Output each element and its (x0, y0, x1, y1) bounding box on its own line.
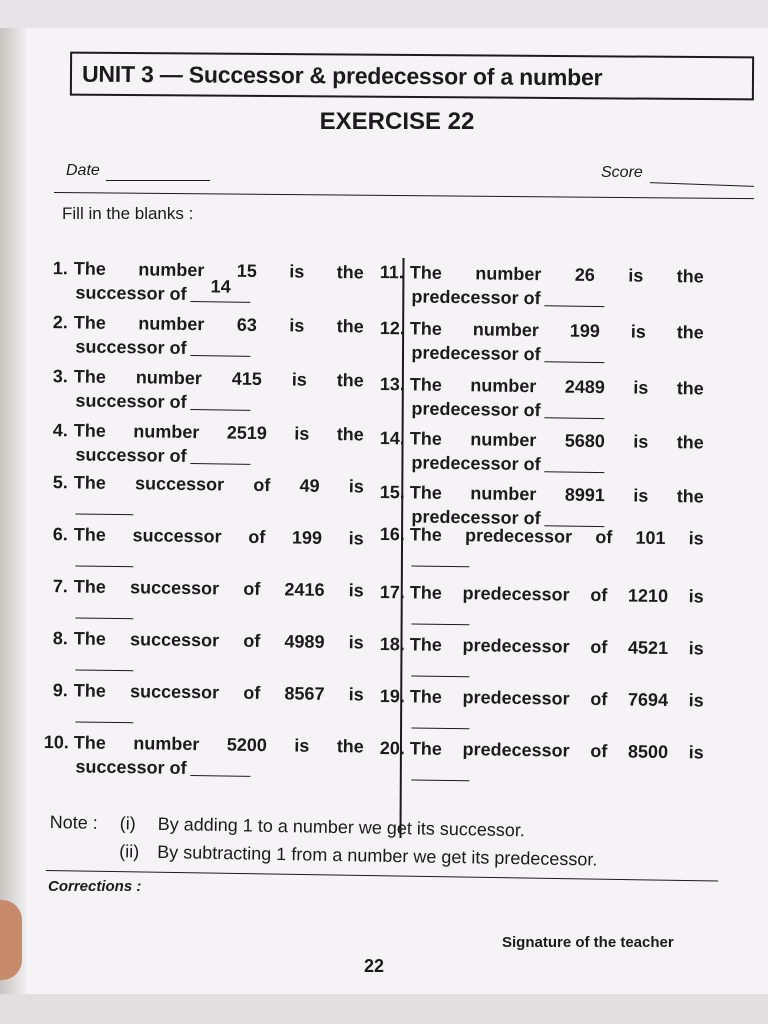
question-continuation: predecessor of (411, 398, 541, 421)
question-word: is (289, 315, 305, 336)
question-continuation: successor of (75, 390, 187, 412)
question-word: The (409, 582, 442, 603)
question-word: is (294, 423, 310, 444)
question-word: the (336, 424, 364, 445)
question-2 (43, 310, 364, 362)
question-word: the (676, 266, 704, 287)
question-word: is (291, 369, 307, 390)
answer-blank[interactable] (75, 604, 133, 619)
question-word: 8567 (284, 683, 325, 704)
question-12 (379, 316, 704, 369)
question-word: The (73, 366, 106, 387)
answer-blank[interactable] (544, 288, 604, 307)
question-continuation: predecessor of (411, 342, 541, 365)
question-word: 15 (236, 260, 257, 281)
question-word: is (630, 321, 646, 342)
question-continuation: predecessor of (411, 506, 541, 529)
question-word: number (472, 319, 539, 341)
question-word: 63 (236, 314, 257, 335)
answer-blank[interactable] (411, 610, 469, 625)
question-16 (379, 522, 704, 569)
question-word: 7694 (627, 689, 669, 711)
question-7 (43, 574, 364, 620)
question-word: number (470, 429, 537, 451)
question-word: number (138, 313, 205, 335)
question-13 (379, 372, 704, 425)
question-word: 2416 (284, 579, 325, 600)
question-text (410, 632, 704, 660)
question-continuation: predecessor of (411, 452, 541, 475)
question-number: 20. (379, 737, 406, 759)
question-6 (43, 522, 364, 568)
question-word: 4521 (627, 637, 669, 659)
question-word: of (243, 630, 261, 652)
question-word: 2489 (564, 376, 605, 398)
note-label: Note : (49, 811, 98, 833)
thumb (0, 900, 22, 980)
question-word: 8500 (627, 741, 669, 763)
question-word: successor (132, 525, 222, 547)
answer-blank[interactable] (75, 656, 133, 671)
question-word: The (73, 680, 106, 701)
question-word: The (409, 738, 442, 759)
question-word: of (595, 527, 613, 548)
question-word: is (688, 528, 704, 549)
question-word: of (243, 578, 261, 600)
question-word: is (688, 742, 704, 763)
question-word: The (409, 374, 442, 395)
question-word: The (409, 524, 442, 545)
question-continuation: successor of (75, 282, 187, 304)
question-word: predecessor (464, 525, 573, 547)
question-10 (43, 730, 364, 782)
question-word: The (409, 318, 442, 339)
answer-blank[interactable] (544, 454, 604, 473)
answer-blank[interactable] (544, 344, 604, 363)
corrections-divider (46, 870, 718, 882)
question-number: 6. (52, 524, 68, 545)
question-word: of (248, 526, 266, 548)
background-strip (0, 994, 768, 1024)
question-word: is (688, 690, 704, 711)
answer-blank[interactable] (75, 708, 133, 723)
question-8 (43, 626, 364, 672)
question-text (410, 580, 704, 608)
question-word: The (73, 732, 106, 753)
note (49, 808, 598, 874)
question-word: of (590, 584, 608, 606)
question-word: is (633, 377, 649, 398)
question-word: the (676, 432, 704, 453)
note-text: By adding 1 to a number we get its successor. (157, 813, 526, 841)
note-text: By subtracting 1 from a number we get its predecessor. (157, 841, 598, 870)
question-word: is (688, 638, 704, 659)
question-number: 8. (52, 628, 68, 649)
question-word: is (688, 586, 704, 607)
question-word: 8991 (564, 484, 605, 506)
answer-blank[interactable] (544, 400, 604, 419)
question-number: 10. (43, 731, 70, 753)
question-continuation: successor of (75, 756, 187, 778)
answer-text: 14 (210, 276, 231, 297)
question-text (74, 574, 364, 602)
question-word: is (628, 265, 644, 286)
question-word: The (409, 428, 442, 449)
answer-blank[interactable] (190, 276, 250, 303)
note-index: (ii) (119, 841, 140, 862)
question-text (74, 470, 364, 498)
answer-blank[interactable] (411, 766, 469, 781)
question-word: number (475, 263, 542, 285)
question-word: the (336, 262, 364, 283)
question-number: 9. (52, 680, 68, 701)
question-word: is (633, 431, 649, 452)
question-word: successor (129, 629, 220, 651)
question-number: 12. (379, 317, 406, 339)
question-17 (379, 580, 704, 627)
question-19 (379, 684, 704, 731)
question-word: The (73, 472, 106, 493)
question-continuation: successor of (75, 444, 187, 466)
question-word: 1210 (627, 585, 669, 607)
instruction: Fill in the blanks : (62, 204, 194, 223)
question-number: 2. (52, 312, 68, 333)
question-word: the (676, 322, 704, 343)
question-word: is (348, 632, 364, 653)
question-word: 26 (574, 264, 595, 285)
question-20 (379, 736, 704, 783)
question-text (410, 736, 704, 764)
question-word: is (289, 261, 305, 282)
question-word: predecessor (462, 687, 570, 709)
question-word: The (73, 312, 106, 333)
answer-blank[interactable] (411, 552, 469, 567)
question-word: 4989 (284, 631, 325, 652)
question-word: is (348, 528, 364, 549)
question-number: 7. (52, 576, 68, 597)
question-word: the (676, 378, 704, 399)
question-word: successor (129, 681, 220, 703)
question-word: number (138, 259, 205, 281)
question-number: 19. (379, 685, 406, 707)
answer-blank[interactable] (190, 446, 250, 465)
question-word: number (133, 733, 200, 755)
unit-title-box (70, 52, 754, 101)
question-word: successor (134, 473, 225, 495)
question-word: The (409, 262, 442, 283)
question-continuation: successor of (75, 336, 187, 358)
question-word: 199 (291, 527, 323, 548)
answer-blank[interactable] (411, 714, 469, 729)
question-word: 2519 (226, 422, 267, 444)
question-text (74, 678, 364, 706)
question-5 (43, 470, 364, 516)
question-number: 13. (379, 373, 406, 395)
question-1 (43, 256, 364, 308)
question-word: is (348, 476, 364, 497)
question-word: predecessor (462, 739, 570, 761)
question-word: the (336, 370, 364, 391)
question-word: number (470, 375, 537, 397)
question-11 (379, 260, 704, 313)
question-word: is (294, 735, 310, 756)
question-number: 3. (52, 366, 68, 387)
answer-blank[interactable] (75, 500, 133, 515)
worksheet-page (26, 28, 768, 994)
date-blank[interactable] (106, 180, 210, 181)
question-word: number (133, 421, 200, 443)
question-number: 16. (379, 523, 406, 545)
question-number: 4. (52, 420, 68, 441)
question-word: is (348, 684, 364, 705)
exercise-title: EXERCISE 22 (319, 108, 475, 135)
question-word: is (633, 485, 649, 506)
question-word: The (409, 482, 442, 503)
question-18 (379, 632, 704, 679)
question-word: The (409, 634, 442, 655)
unit-title: UNIT 3 — Successor & predecessor of a number (81, 60, 603, 90)
question-word: The (73, 576, 106, 597)
question-word: The (73, 420, 106, 441)
question-3 (43, 364, 364, 416)
question-number: 17. (379, 581, 406, 603)
question-continuation: predecessor of (411, 286, 541, 309)
question-number: 5. (52, 472, 68, 493)
question-number: 14. (379, 427, 406, 449)
question-text (410, 684, 704, 712)
question-4 (43, 418, 364, 470)
question-word: The (73, 258, 106, 279)
question-word: number (135, 367, 202, 389)
answer-blank[interactable] (190, 758, 250, 777)
answer-blank[interactable] (75, 552, 133, 567)
date-label: Date (66, 162, 100, 179)
question-word: 5200 (226, 734, 267, 756)
header-divider (54, 192, 754, 199)
question-word: 5680 (564, 430, 605, 452)
signature-label: Signature of the teacher (502, 934, 674, 951)
question-number: 15. (379, 481, 406, 503)
question-14 (379, 426, 704, 479)
question-word: is (348, 580, 364, 601)
question-word: 199 (569, 320, 600, 342)
answer-blank[interactable] (190, 392, 250, 411)
question-word: of (590, 636, 608, 658)
question-9 (43, 678, 364, 724)
question-word: of (590, 688, 608, 710)
question-word: 49 (299, 475, 320, 496)
question-word: predecessor (462, 583, 570, 605)
question-number: 11. (379, 261, 405, 283)
question-word: 415 (231, 368, 262, 390)
question-text (410, 522, 704, 550)
answer-blank[interactable] (411, 662, 469, 677)
score-label: Score (601, 164, 643, 181)
note-index: (i) (119, 813, 136, 834)
question-word: 101 (635, 527, 666, 548)
corrections-label: Corrections : (48, 878, 142, 895)
question-word: the (336, 316, 364, 337)
question-word: The (73, 524, 106, 545)
question-word: of (243, 682, 261, 704)
question-word: the (336, 736, 364, 757)
question-number: 1. (52, 258, 68, 279)
question-word: predecessor (462, 635, 570, 657)
question-word: the (676, 486, 704, 507)
question-word: successor (129, 577, 220, 599)
question-text (74, 626, 364, 654)
question-word: The (409, 686, 442, 707)
question-number: 18. (379, 633, 406, 655)
question-text (74, 522, 364, 550)
question-word: of (253, 474, 271, 496)
score-blank[interactable] (650, 182, 754, 187)
page-number: 22 (364, 956, 385, 976)
answer-blank[interactable] (190, 338, 250, 357)
question-word: number (470, 483, 537, 505)
question-word: The (73, 628, 106, 649)
question-word: of (590, 740, 608, 762)
